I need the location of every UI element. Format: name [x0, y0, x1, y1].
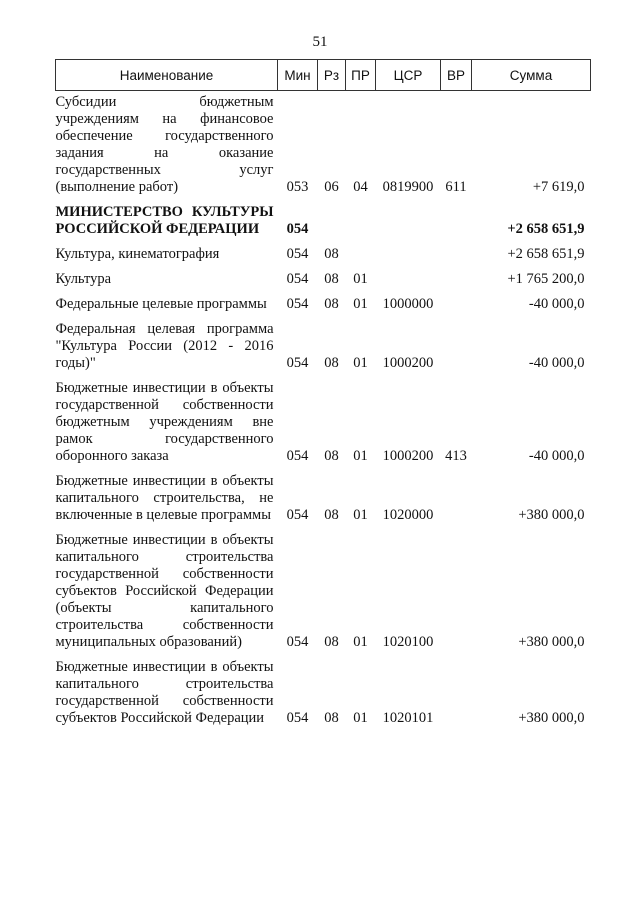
row-name: Бюджетные инвестиции в объекты государственной собственности бюджетным учреждениям вне рамок государственного оборонного заказа	[55, 380, 274, 464]
row-csr	[376, 265, 441, 290]
row-sum: -40 000,0	[528, 355, 585, 371]
row-pr: 01	[353, 355, 368, 371]
row-name: МИНИСТЕРСТВО КУЛЬТУРЫ РОССИЙСКОЙ ФЕДЕРАЦИИ	[55, 204, 274, 237]
row-min: 054	[286, 271, 309, 287]
row-rz: 08	[324, 246, 339, 262]
row-vr: 413	[445, 448, 467, 464]
row-csr	[376, 198, 441, 240]
table-row	[56, 315, 591, 374]
row-name: Бюджетные инвестиции в объекты капитального строительства государственной собственности субъектов Российской Федерации (объекты капитального строительства собственности муниципальных образований)	[55, 532, 274, 650]
budget-table	[55, 59, 591, 729]
row-sum: -40 000,0	[528, 296, 585, 312]
row-csr: 1000200	[382, 448, 434, 464]
row-rz: 06	[324, 179, 339, 195]
header-csr: ЦСР	[376, 60, 441, 91]
header-vr: ВР	[441, 60, 472, 91]
row-pr: 01	[353, 448, 368, 464]
table-row	[56, 198, 591, 240]
row-min: 054	[286, 507, 309, 523]
row-min: 054	[286, 221, 309, 237]
row-name: Бюджетные инвестиции в объекты капитального строительства, не включенные в целевые программы	[55, 473, 274, 523]
row-rz: 08	[324, 634, 339, 650]
table-row	[56, 374, 591, 467]
table-row	[56, 526, 591, 653]
row-rz: 08	[324, 710, 339, 726]
row-csr: 0819900	[382, 179, 434, 195]
row-name: Культура, кинематография	[55, 246, 220, 262]
row-vr	[441, 265, 472, 290]
row-pr: 01	[353, 507, 368, 523]
header-sum: Сумма	[472, 60, 591, 91]
row-rz: 08	[324, 271, 339, 287]
row-sum: +380 000,0	[518, 710, 585, 726]
header-pr: ПР	[346, 60, 376, 91]
row-min: 054	[286, 448, 309, 464]
table-body	[56, 91, 591, 730]
row-min: 053	[286, 179, 309, 195]
row-sum: +2 658 651,9	[507, 246, 585, 262]
row-vr	[441, 315, 472, 374]
row-name: Бюджетные инвестиции в объекты капитального строительства государственной собственности субъектов Российской Федерации	[55, 659, 274, 726]
row-name: Федеральные целевые программы	[55, 296, 267, 312]
row-csr: 1000000	[382, 296, 434, 312]
table-row	[56, 91, 591, 199]
row-csr: 1020101	[382, 710, 434, 726]
row-min: 054	[286, 634, 309, 650]
row-pr: 01	[353, 710, 368, 726]
row-rz: 08	[324, 507, 339, 523]
row-name: Субсидии бюджетным учреждениям на финансовое обеспечение государственного задания на оказание государственных услуг (выполнение работ)	[55, 94, 274, 195]
row-min: 054	[286, 296, 309, 312]
row-pr: 01	[353, 634, 368, 650]
row-vr	[441, 653, 472, 729]
table-row	[56, 653, 591, 729]
row-pr: 01	[353, 296, 368, 312]
row-name: Культура	[55, 271, 112, 287]
row-rz	[318, 198, 346, 240]
header-rz: Рз	[318, 60, 346, 91]
row-vr	[441, 467, 472, 526]
row-vr: 611	[445, 179, 467, 195]
row-sum: +380 000,0	[518, 634, 585, 650]
row-sum: +7 619,0	[532, 179, 585, 195]
row-vr	[441, 290, 472, 315]
row-sum: -40 000,0	[528, 448, 585, 464]
table-row	[56, 265, 591, 290]
page-number: 51	[312, 34, 328, 50]
table-row	[56, 290, 591, 315]
row-rz: 08	[324, 296, 339, 312]
row-pr	[346, 240, 376, 265]
table-row	[56, 467, 591, 526]
row-csr: 1020100	[382, 634, 434, 650]
row-pr: 04	[353, 179, 368, 195]
row-name: Федеральная целевая программа "Культура России (2012 - 2016 годы)"	[55, 321, 274, 371]
row-sum: +1 765 200,0	[507, 271, 585, 287]
table-row	[56, 240, 591, 265]
table-header-row	[56, 60, 591, 91]
row-pr: 01	[353, 271, 368, 287]
row-csr	[376, 240, 441, 265]
row-vr	[441, 240, 472, 265]
header-name: Наименование	[56, 60, 278, 91]
row-rz: 08	[324, 448, 339, 464]
row-csr: 1000200	[382, 355, 434, 371]
row-min: 054	[286, 355, 309, 371]
row-vr	[441, 198, 472, 240]
header-min: Мин	[278, 60, 318, 91]
row-sum: +380 000,0	[518, 507, 585, 523]
row-rz: 08	[324, 355, 339, 371]
row-sum: +2 658 651,9	[507, 221, 585, 237]
row-vr	[441, 526, 472, 653]
row-min: 054	[286, 710, 309, 726]
row-pr	[346, 198, 376, 240]
row-csr: 1020000	[382, 507, 434, 523]
row-min: 054	[286, 246, 309, 262]
